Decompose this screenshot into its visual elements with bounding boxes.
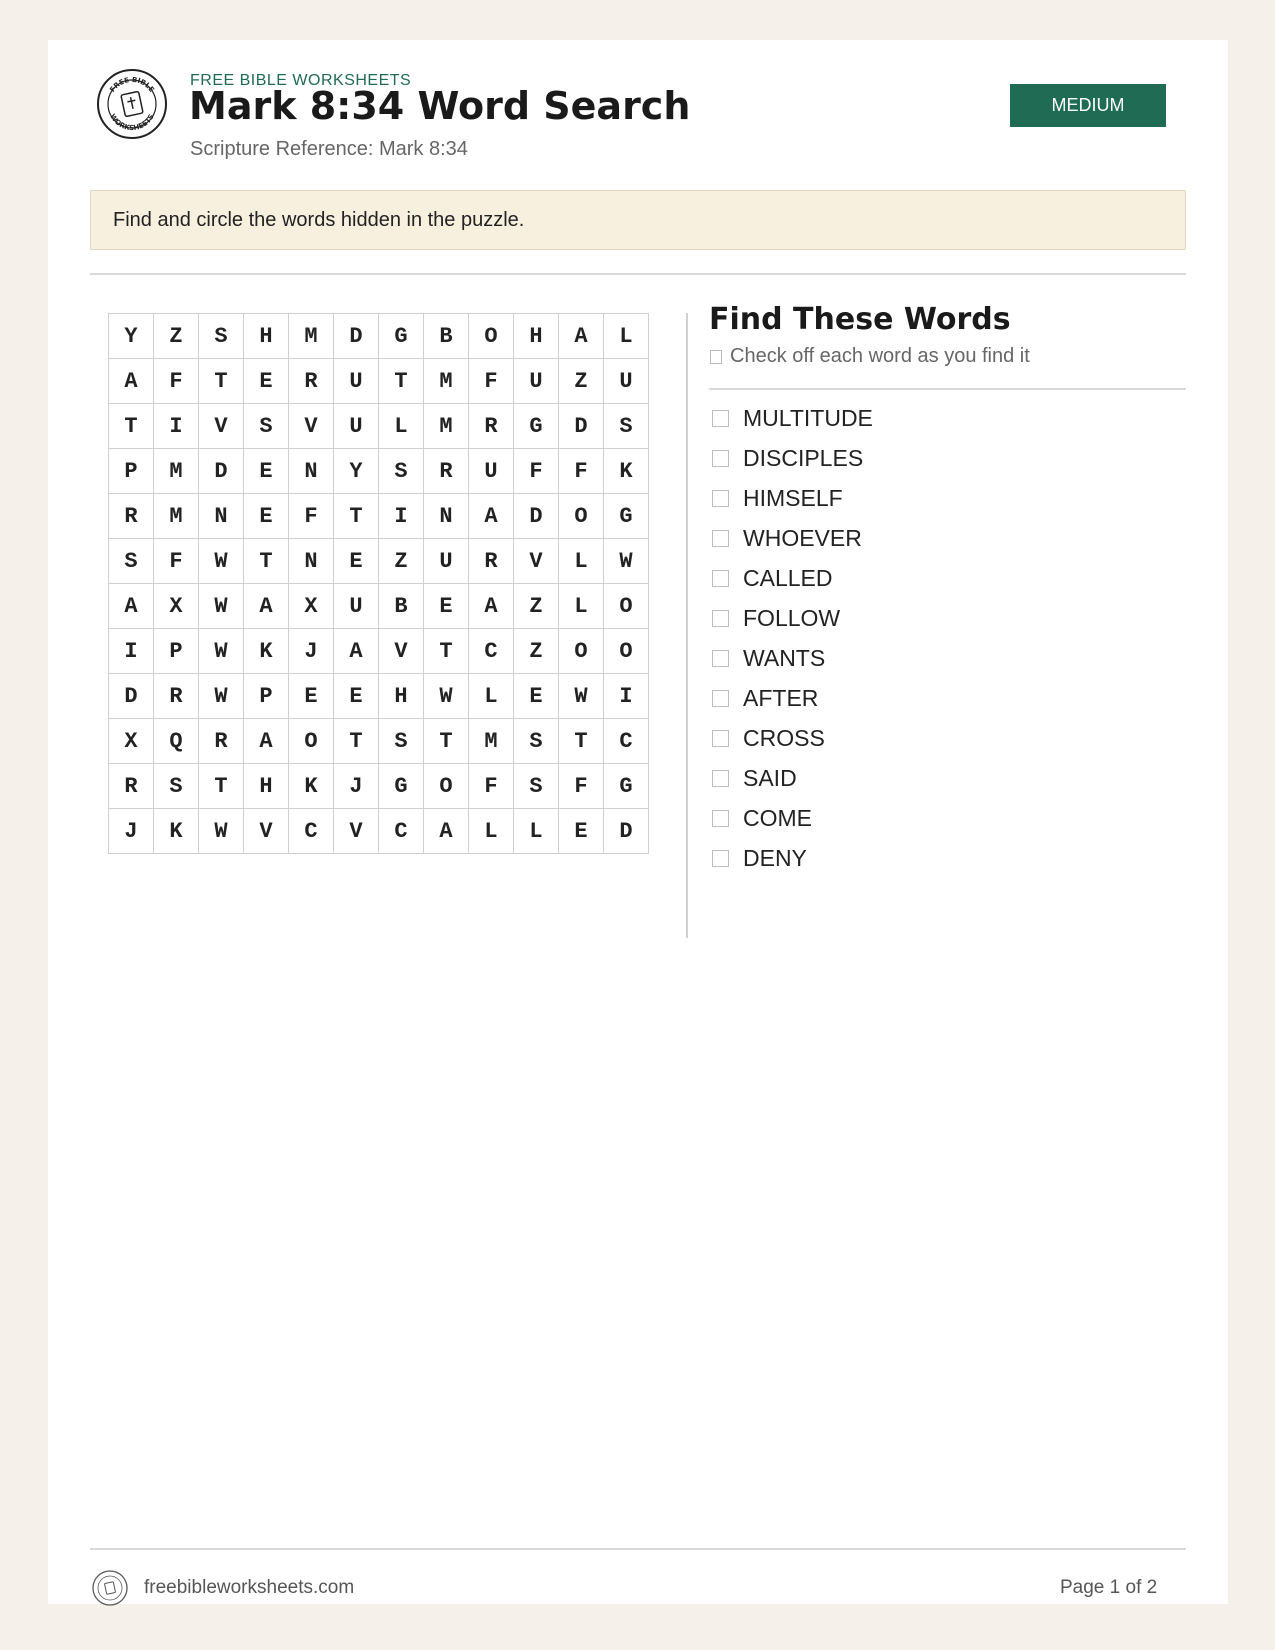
grid-cell[interactable]: H <box>244 314 289 359</box>
grid-cell[interactable]: N <box>199 494 244 539</box>
grid-cell[interactable]: D <box>199 449 244 494</box>
grid-cell[interactable]: F <box>289 494 334 539</box>
grid-cell[interactable]: X <box>289 584 334 629</box>
grid-cell[interactable]: D <box>334 314 379 359</box>
grid-cell[interactable]: E <box>334 674 379 719</box>
grid-cell[interactable]: J <box>334 764 379 809</box>
grid-cell[interactable]: S <box>109 539 154 584</box>
word-list-item <box>709 798 873 838</box>
grid-row <box>109 629 649 674</box>
grid-cell[interactable]: M <box>154 494 199 539</box>
grid-cell[interactable]: X <box>154 584 199 629</box>
column-divider <box>686 313 688 938</box>
grid-cell[interactable]: W <box>199 629 244 674</box>
header-divider <box>90 273 1186 275</box>
grid-row <box>109 719 649 764</box>
grid-cell[interactable]: O <box>604 584 649 629</box>
grid-cell[interactable]: O <box>289 719 334 764</box>
grid-cell[interactable]: P <box>154 629 199 674</box>
grid-cell[interactable]: T <box>199 359 244 404</box>
grid-row <box>109 539 649 584</box>
grid-cell[interactable]: I <box>604 674 649 719</box>
word-checkbox[interactable] <box>712 730 729 747</box>
page-title: Mark 8:34 Word Search <box>189 84 691 128</box>
grid-row <box>109 809 649 854</box>
grid-cell[interactable]: V <box>244 809 289 854</box>
grid-cell[interactable]: L <box>469 809 514 854</box>
grid-cell[interactable]: N <box>289 449 334 494</box>
grid-cell[interactable]: A <box>469 494 514 539</box>
grid-cell[interactable]: O <box>559 629 604 674</box>
grid-cell[interactable]: Z <box>154 314 199 359</box>
grid-cell[interactable]: U <box>334 359 379 404</box>
grid-cell[interactable]: J <box>289 629 334 674</box>
grid-cell[interactable]: X <box>109 719 154 764</box>
grid-cell[interactable]: T <box>424 629 469 674</box>
footer-divider <box>90 1548 1186 1550</box>
word-label: FOLLOW <box>743 604 841 631</box>
grid-cell[interactable]: W <box>199 809 244 854</box>
word-label: SAID <box>743 764 797 791</box>
word-list <box>709 398 873 878</box>
grid-cell[interactable]: G <box>604 764 649 809</box>
grid-cell[interactable]: T <box>244 539 289 584</box>
grid-cell[interactable]: U <box>469 449 514 494</box>
grid-cell[interactable]: L <box>559 584 604 629</box>
grid-cell[interactable]: T <box>109 404 154 449</box>
grid-cell[interactable]: F <box>559 449 604 494</box>
word-label: HIMSELF <box>743 484 843 511</box>
grid-cell[interactable]: Z <box>559 359 604 404</box>
grid-cell[interactable]: S <box>514 764 559 809</box>
grid-cell[interactable]: D <box>514 494 559 539</box>
grid-cell[interactable]: W <box>199 584 244 629</box>
grid-cell[interactable]: I <box>109 629 154 674</box>
logo-text-top: FREE BIBLE <box>108 75 156 94</box>
grid-cell[interactable]: R <box>109 764 154 809</box>
grid-cell[interactable]: F <box>154 359 199 404</box>
grid-cell[interactable]: N <box>424 494 469 539</box>
grid-cell[interactable]: O <box>424 764 469 809</box>
grid-cell[interactable]: E <box>244 449 289 494</box>
grid-cell[interactable]: G <box>604 494 649 539</box>
grid-cell[interactable]: N <box>289 539 334 584</box>
grid-row <box>109 359 649 404</box>
grid-cell[interactable]: U <box>334 584 379 629</box>
grid-cell[interactable]: C <box>469 629 514 674</box>
word-checkbox[interactable] <box>712 770 729 787</box>
word-label: WANTS <box>743 644 826 671</box>
grid-cell[interactable]: T <box>334 719 379 764</box>
grid-cell[interactable]: M <box>469 719 514 764</box>
word-checkbox[interactable] <box>712 610 729 627</box>
grid-cell[interactable]: A <box>109 584 154 629</box>
grid-cell[interactable]: T <box>424 719 469 764</box>
grid-cell[interactable]: Q <box>154 719 199 764</box>
grid-cell[interactable]: F <box>469 764 514 809</box>
grid-cell[interactable]: W <box>559 674 604 719</box>
grid-cell[interactable]: B <box>424 314 469 359</box>
word-checkbox[interactable] <box>712 810 729 827</box>
grid-cell[interactable]: K <box>154 809 199 854</box>
word-label: DISCIPLES <box>743 444 864 471</box>
grid-cell[interactable]: V <box>379 629 424 674</box>
word-checkbox[interactable] <box>712 650 729 667</box>
grid-cell[interactable]: E <box>244 359 289 404</box>
word-list-hint <box>710 345 1030 368</box>
grid-cell[interactable]: V <box>289 404 334 449</box>
grid-cell[interactable]: I <box>154 404 199 449</box>
grid-cell[interactable]: C <box>604 719 649 764</box>
grid-cell[interactable]: G <box>514 404 559 449</box>
grid-row <box>109 764 649 809</box>
grid-cell[interactable]: Y <box>334 449 379 494</box>
grid-cell[interactable]: S <box>154 764 199 809</box>
footer-site-link[interactable]: freebibleworksheets.com <box>144 1577 355 1598</box>
grid-cell[interactable]: L <box>559 539 604 584</box>
grid-cell[interactable]: D <box>109 674 154 719</box>
grid-cell[interactable]: B <box>379 584 424 629</box>
grid-cell[interactable]: A <box>469 584 514 629</box>
grid-cell[interactable]: V <box>334 809 379 854</box>
grid-cell[interactable]: R <box>154 674 199 719</box>
grid-cell[interactable]: E <box>244 494 289 539</box>
word-list-divider <box>709 388 1186 390</box>
word-list-item <box>709 558 873 598</box>
grid-cell[interactable]: A <box>334 629 379 674</box>
grid-cell[interactable]: A <box>244 719 289 764</box>
grid-cell[interactable]: E <box>334 539 379 584</box>
word-list-item <box>709 718 873 758</box>
word-search-grid <box>108 313 649 854</box>
word-list-item <box>709 478 873 518</box>
grid-cell[interactable]: L <box>514 809 559 854</box>
grid-cell[interactable]: G <box>379 314 424 359</box>
logo-text-bottom: WORKSHEETS <box>108 112 156 133</box>
word-list-item <box>709 398 873 438</box>
grid-cell[interactable]: Z <box>514 629 559 674</box>
word-label: MULTITUDE <box>743 404 873 431</box>
grid-cell[interactable]: D <box>604 809 649 854</box>
word-label: CALLED <box>743 564 833 591</box>
word-list-item <box>709 438 873 478</box>
grid-cell[interactable]: R <box>289 359 334 404</box>
word-label: CROSS <box>743 724 825 751</box>
brand-label: FREE BIBLE WORKSHEETS <box>190 72 412 89</box>
grid-cell[interactable]: R <box>424 449 469 494</box>
page-number: Page 1 of 2 <box>1060 1577 1158 1598</box>
grid-cell[interactable]: M <box>424 359 469 404</box>
grid-cell[interactable]: C <box>289 809 334 854</box>
grid-cell[interactable]: U <box>604 359 649 404</box>
word-list-item <box>709 758 873 798</box>
grid-cell[interactable]: F <box>559 764 604 809</box>
grid-cell[interactable]: O <box>559 494 604 539</box>
grid-cell[interactable]: A <box>424 809 469 854</box>
grid-cell[interactable]: M <box>154 449 199 494</box>
grid-row <box>109 494 649 539</box>
grid-cell[interactable]: O <box>604 629 649 674</box>
word-list-title: Find These Words <box>709 302 1011 337</box>
grid-cell[interactable]: E <box>559 809 604 854</box>
grid-row <box>109 314 649 359</box>
grid-cell[interactable]: L <box>604 314 649 359</box>
word-checkbox[interactable] <box>712 490 729 507</box>
instructions-text: Find and circle the words hidden in the puzzle. <box>113 208 525 231</box>
word-label: COME <box>743 804 812 831</box>
grid-cell[interactable]: U <box>514 359 559 404</box>
grid-cell[interactable]: A <box>559 314 604 359</box>
grid-cell[interactable]: A <box>244 584 289 629</box>
word-list-item <box>709 838 873 878</box>
grid-cell[interactable]: M <box>424 404 469 449</box>
grid-row <box>109 449 649 494</box>
grid-cell[interactable]: S <box>244 404 289 449</box>
grid-cell[interactable]: O <box>469 314 514 359</box>
grid-cell[interactable]: P <box>244 674 289 719</box>
footer-logo-icon <box>92 1570 128 1606</box>
grid-cell[interactable]: U <box>334 404 379 449</box>
grid-cell[interactable]: T <box>334 494 379 539</box>
grid-cell[interactable]: S <box>379 449 424 494</box>
grid-cell[interactable]: R <box>109 494 154 539</box>
grid-cell[interactable]: J <box>109 809 154 854</box>
grid-cell[interactable]: K <box>244 629 289 674</box>
word-checkbox[interactable] <box>712 410 729 427</box>
word-list-hint-text: Check off each word as you find it <box>730 345 1030 367</box>
grid-cell[interactable]: W <box>604 539 649 584</box>
bible-logo-icon <box>96 68 168 140</box>
grid-cell[interactable]: T <box>199 764 244 809</box>
grid-cell[interactable]: H <box>514 314 559 359</box>
grid-cell[interactable]: S <box>604 404 649 449</box>
difficulty-badge: MEDIUM <box>1010 84 1166 127</box>
grid-cell[interactable]: Z <box>514 584 559 629</box>
grid-cell[interactable]: K <box>604 449 649 494</box>
grid-cell[interactable]: U <box>424 539 469 584</box>
grid-cell[interactable]: R <box>469 404 514 449</box>
grid-cell[interactable]: G <box>379 764 424 809</box>
grid-cell[interactable]: H <box>379 674 424 719</box>
grid-cell[interactable]: R <box>469 539 514 584</box>
word-checkbox[interactable] <box>712 850 729 867</box>
word-list-item <box>709 678 873 718</box>
grid-cell[interactable]: C <box>379 809 424 854</box>
grid-row <box>109 584 649 629</box>
grid-cell[interactable]: H <box>244 764 289 809</box>
grid-cell[interactable]: W <box>424 674 469 719</box>
grid-cell[interactable]: M <box>289 314 334 359</box>
grid-cell[interactable]: W <box>199 539 244 584</box>
grid-cell[interactable]: D <box>559 404 604 449</box>
grid-cell[interactable]: L <box>379 404 424 449</box>
word-list-item <box>709 638 873 678</box>
grid-cell[interactable]: T <box>559 719 604 764</box>
grid-row <box>109 674 649 719</box>
grid-row <box>109 404 649 449</box>
grid-cell[interactable]: E <box>424 584 469 629</box>
word-list-item <box>709 518 873 558</box>
grid-cell[interactable]: F <box>469 359 514 404</box>
grid-cell[interactable]: L <box>469 674 514 719</box>
word-checkbox[interactable] <box>712 450 729 467</box>
checkbox-icon <box>710 350 722 364</box>
grid-cell[interactable]: S <box>514 719 559 764</box>
grid-cell[interactable]: I <box>379 494 424 539</box>
grid-cell[interactable]: F <box>154 539 199 584</box>
grid-cell[interactable]: W <box>199 674 244 719</box>
word-checkbox[interactable] <box>712 570 729 587</box>
grid-cell[interactable]: K <box>289 764 334 809</box>
instructions-box <box>90 190 1186 250</box>
grid-cell[interactable]: T <box>379 359 424 404</box>
word-list-item <box>709 598 873 638</box>
worksheet-page <box>48 40 1228 1604</box>
scripture-reference: Scripture Reference: Mark 8:34 <box>190 138 468 160</box>
grid-cell[interactable]: Y <box>109 314 154 359</box>
word-checkbox[interactable] <box>712 690 729 707</box>
word-label: AFTER <box>743 684 819 711</box>
grid-cell[interactable]: E <box>514 674 559 719</box>
grid-cell[interactable]: F <box>514 449 559 494</box>
word-label: WHOEVER <box>743 524 862 551</box>
grid-cell[interactable]: S <box>199 314 244 359</box>
grid-cell[interactable]: S <box>379 719 424 764</box>
grid-cell[interactable]: V <box>199 404 244 449</box>
word-label: DENY <box>743 844 807 871</box>
grid-cell[interactable]: P <box>109 449 154 494</box>
grid-cell[interactable]: V <box>514 539 559 584</box>
grid-cell[interactable]: E <box>289 674 334 719</box>
grid-cell[interactable]: A <box>109 359 154 404</box>
grid-cell[interactable]: Z <box>379 539 424 584</box>
grid-cell[interactable]: R <box>199 719 244 764</box>
word-checkbox[interactable] <box>712 530 729 547</box>
